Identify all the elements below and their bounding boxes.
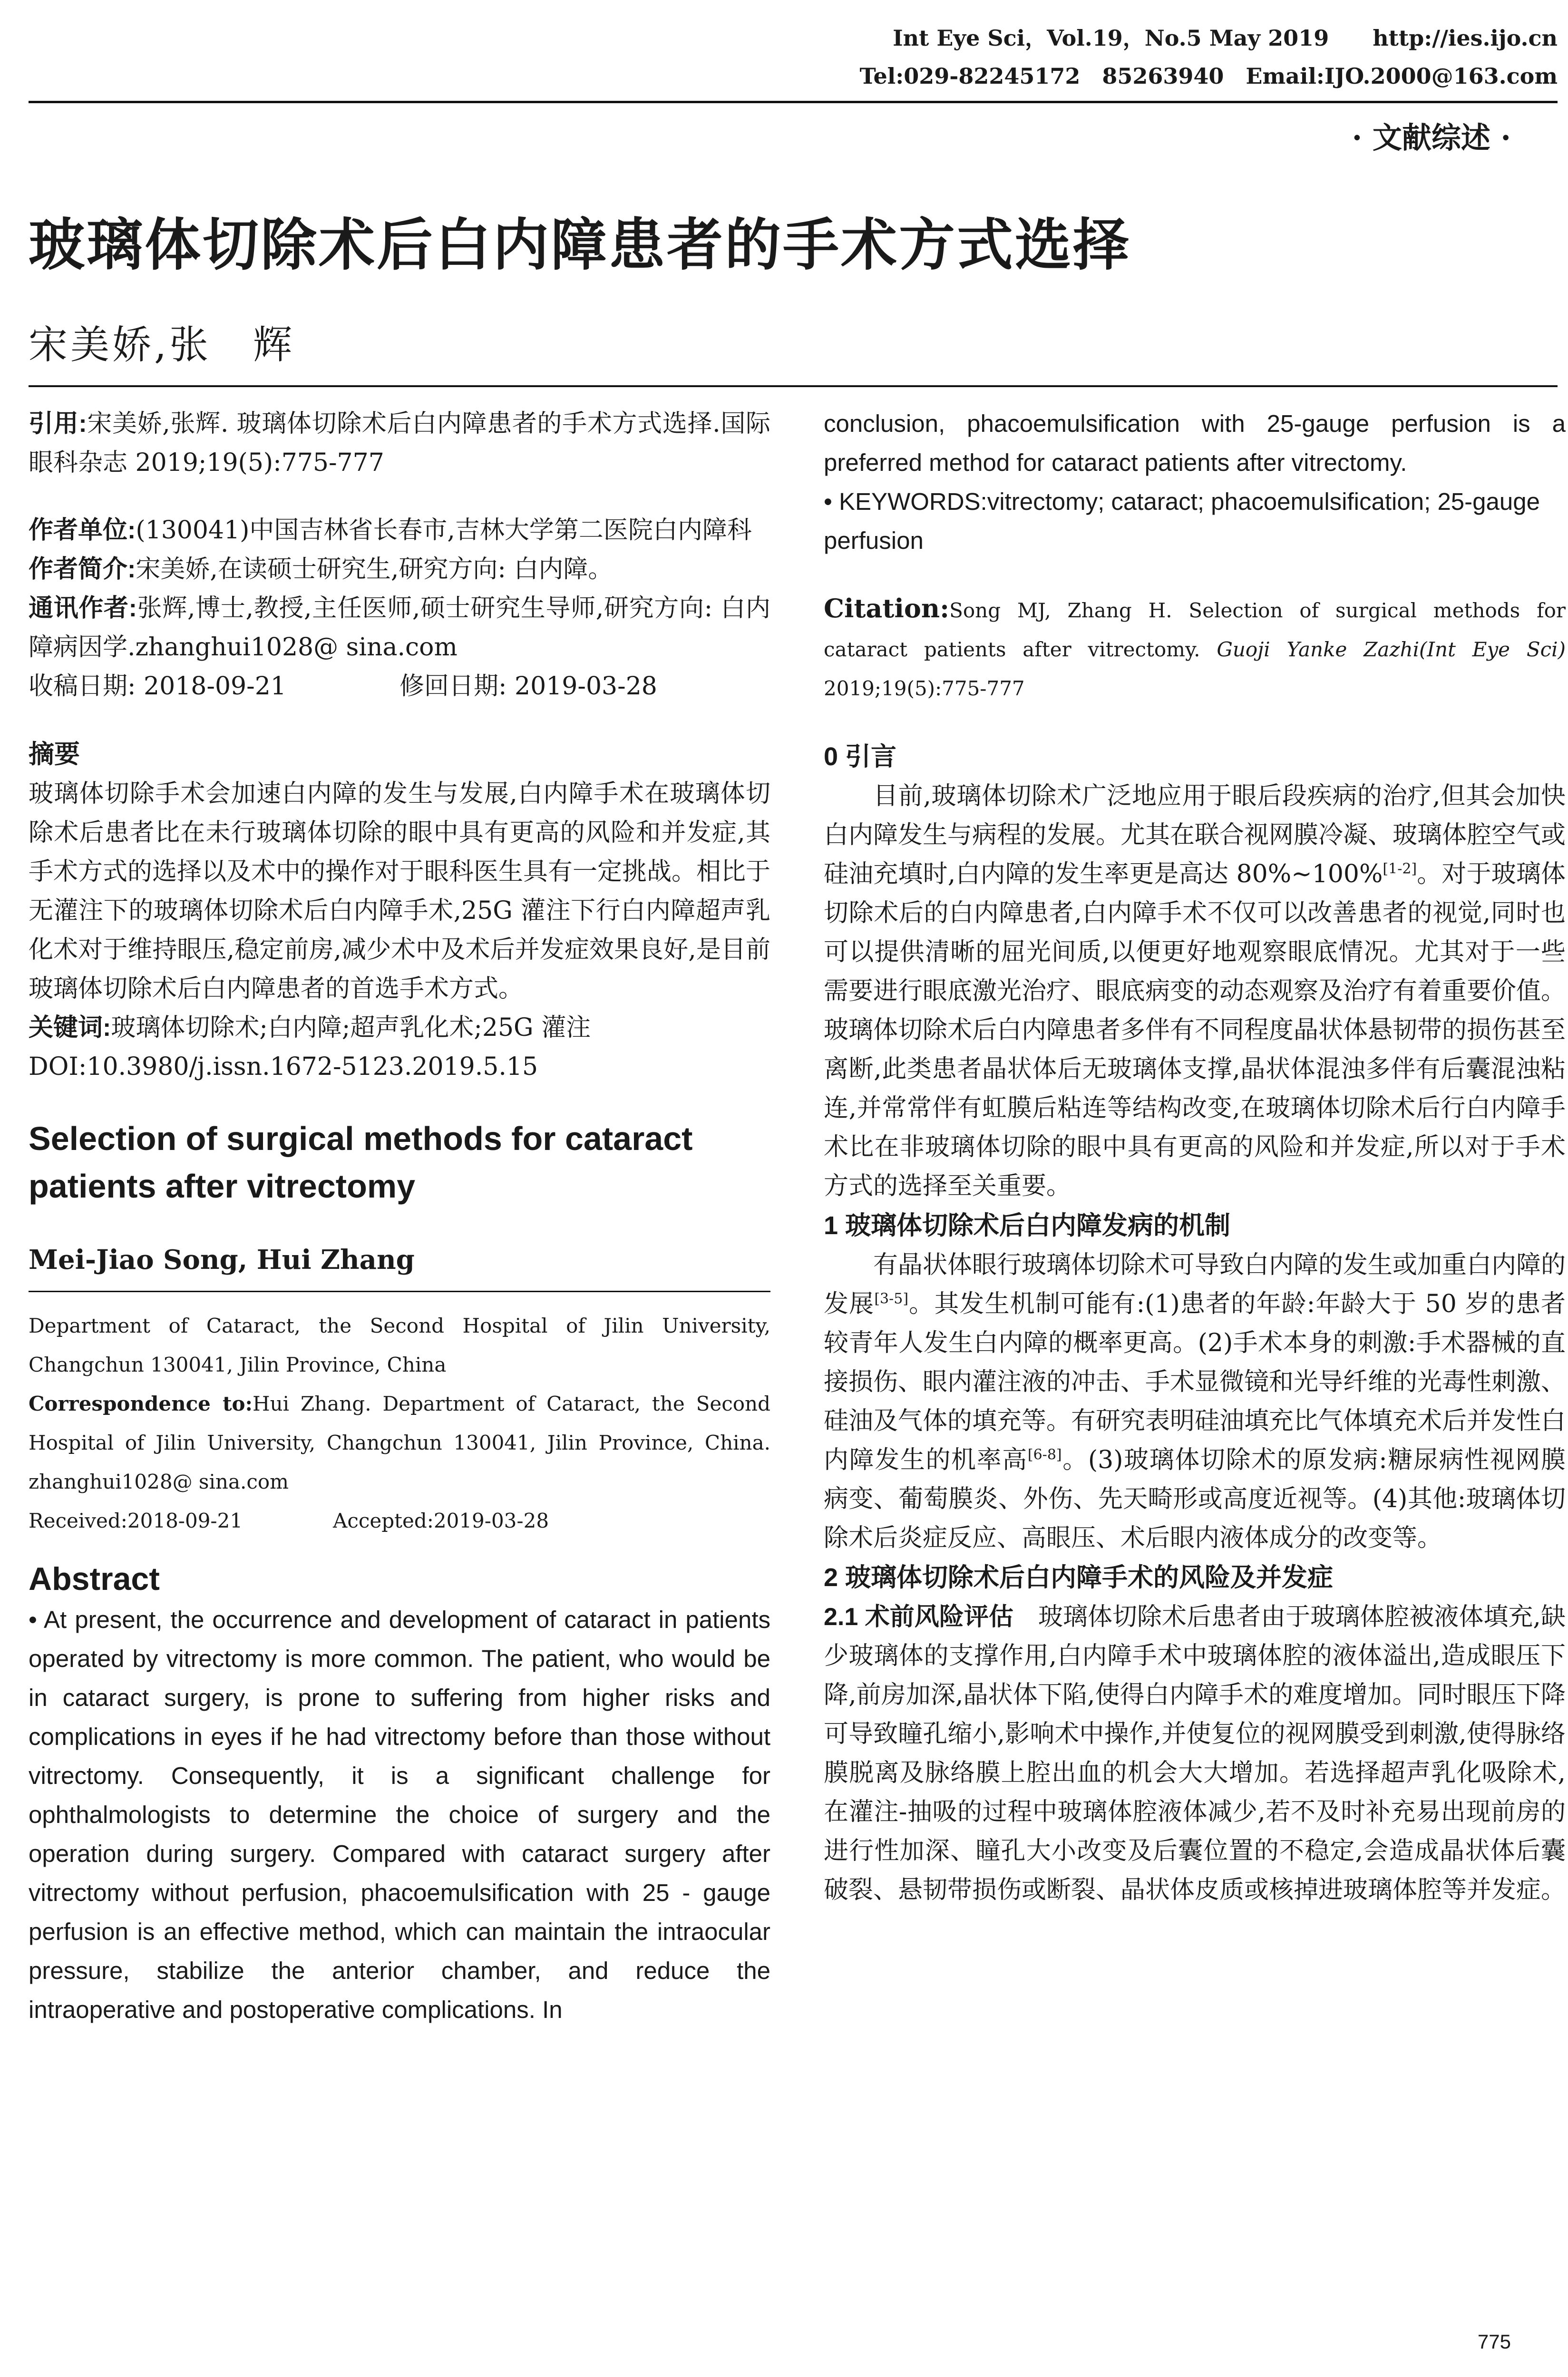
dates-zh: 收稿日期: 2018-09-21 修回日期: 2019-03-28 bbox=[29, 672, 657, 701]
section-0-heading: 0 引言 bbox=[824, 742, 897, 771]
abstract-en-part2: conclusion, phacoemulsification with 25-gauge perfusion is a preferred method for cataract patients after vitrectomy. bbox=[824, 410, 1566, 476]
keywords-zh: 关键词:玻璃体切除术;白内障;超声乳化术;25G 灌注 bbox=[29, 1013, 591, 1042]
section-0-text: 目前,玻璃体切除术广泛地应用于眼后段疾病的治疗,但其会加快白内障发生与病程的发展。尤其在联合视网膜冷凝、玻璃体腔空气或硅油充填时,白内障的发生率更是高达 80%~100%[1-2]。对于玻璃体切除术后的白内障患者,白内障手术不仅可以改善患者的视觉,同时也可以提供清晰的屈光间质,以便更好地观察眼底情况。尤其对于一些需要进行眼底激光治疗、眼底病变的动态观察及治疗有着重要价值。玻璃体切除术后白内障患者多伴有不同程度晶状体悬韧带的损伤甚至离断,此类患者晶状体后无玻璃体支撑,晶状体混浊多伴有后囊混浊粘连,并常常伴有虹膜后粘连等结构改变,在玻璃体切除术后行白内障手术比在非玻璃体切除的眼中具有更高的风险和并发症,所以对于手术方式的选择至关重要。 bbox=[824, 782, 1566, 1200]
citation-zh: 引用:宋美娇,张辉. 玻璃体切除术后白内障患者的手术方式选择.国际眼科杂志 2019;19(5):775-777 bbox=[29, 409, 770, 477]
section-2-1-heading: 2.1 术前风险评估 bbox=[824, 1603, 1013, 1631]
journal-header-line1: Int Eye Sci，Vol.19，No.5 May 2019 http://ies.ijo.cn bbox=[893, 25, 1558, 51]
right-column bbox=[824, 404, 1566, 1909]
page-number: 775 bbox=[1477, 2330, 1511, 2353]
department-en: Department of Cataract, the Second Hospital of Jilin University, Changchun 130041, Jilin Province, China bbox=[29, 1314, 770, 1376]
abstract-zh: 玻璃体切除手术会加速白内障的发生与发展,白内障手术在玻璃体切除术后患者比在未行玻璃体切除的眼中具有更高的风险和并发症,其手术方式的选择以及术中的操作对于眼科医生具有一定挑战。相比于无灌注下的玻璃体切除术后白内障手术,25G 灌注下行白内障超声乳化术对于维持眼压,稳定前房,减少术中及术后并发症效果良好,是目前玻璃体切除术后白内障患者的首选手术方式。 bbox=[29, 779, 771, 1003]
abstract-zh-heading: 摘要 bbox=[29, 740, 80, 769]
keywords-en: • KEYWORDS:vitrectomy; cataract; phacoemulsification; 25-gauge perfusion bbox=[824, 488, 1540, 554]
journal-header bbox=[842, 19, 1558, 95]
authors-rule bbox=[29, 1291, 770, 1292]
article-title-zh: 玻璃体切除术后白内障患者的手术方式选择 bbox=[29, 214, 1131, 277]
affiliation-zh: 作者单位:(130041)中国吉林省长春市,吉林大学第二医院白内障科 bbox=[29, 516, 752, 545]
journal-header-line2: Tel:029-82245172 85263940 Email:IJO.2000@163.com bbox=[859, 63, 1558, 89]
title-rule bbox=[29, 385, 1558, 387]
abstract-en-heading: Abstract bbox=[29, 1561, 160, 1597]
section-1-heading: 1 玻璃体切除术后白内障发病的机制 bbox=[824, 1211, 1231, 1240]
section-2-1-text: 2.1 术前风险评估 玻璃体切除术后患者由于玻璃体腔被液体填充,缺少玻璃体的支撑作用,白内障手术中玻璃体腔的液体溢出,造成眼压下降,前房加深,晶状体下陷,使得白内障手术的难度增加。同时眼压下降可导致瞳孔缩小,影响术中操作,并使复位的视网膜受到刺激,使得脉络膜脱离及脉络膜上腔出血的机会大大增加。若选择超声乳化吸除术,在灌注-抽吸的过程中玻璃体腔液体减少,若不及时补充易出现前房的进行性加深、瞳孔大小改变及后囊位置的不稳定,会造成晶状体后囊破裂、悬韧带损伤或断裂、晶状体皮质或核掉进玻璃体腔等并发症。 bbox=[824, 1603, 1566, 1904]
article-title-en: Selection of surgical methods for cataract patients after vitrectomy bbox=[29, 1120, 693, 1205]
correspondence-en: Correspondence to:Hui Zhang. Department of Cataract, the Second Hospital of Jilin University, Changchun 130041, Jilin Province, China. zhanghui1028@ sina.com bbox=[29, 1392, 770, 1493]
dates-en: Received:2018-09-21 Accepted:2019-03-28 bbox=[29, 1509, 549, 1532]
authors-zh: 宋美娇,张 辉 bbox=[29, 322, 295, 368]
section-2-heading: 2 玻璃体切除术后白内障手术的风险及并发症 bbox=[824, 1563, 1334, 1592]
left-column bbox=[29, 404, 770, 2029]
authors-en: Mei-Jiao Song, Hui Zhang bbox=[29, 1244, 415, 1276]
section-label: · 文献综述 · bbox=[1352, 120, 1511, 155]
section-1-text: 有晶状体眼行玻璃体切除术可导致白内障的发生或加重白内障的发展[3-5]。其发生机制可能有:(1)患者的年龄:年龄大于 50 岁的患者较青年人发生白内障的概率更高。(2)手术本身的刺激:手术器械的直接损伤、眼内灌注液的冲击、手术显微镜和光导纤维的光毒性刺激、硅油及气体的填充等。有研究表明硅油填充比气体填充术后并发性白内障发生的机率高[6-8]。(3)玻璃体切除术的原发病:糖尿病性视网膜病变、葡萄膜炎、外伤、先天畸形或高度近视等。(4)其他:玻璃体切除术后炎症反应、高眼压、术后眼内液体成分的改变等。 bbox=[824, 1251, 1566, 1552]
author-bio-zh: 作者简介:宋美娇,在读硕士研究生,研究方向: 白内障。 bbox=[29, 555, 613, 584]
doi: DOI:10.3980/j.issn.1672-5123.2019.5.15 bbox=[29, 1052, 538, 1081]
header-rule bbox=[29, 101, 1558, 103]
abstract-en-part1: • At present, the occurrence and development of cataract in patients operated by vitrectomy is more common. The patient, who would be in cataract surgery, is prone to suffering from higher risks and complications in eyes if he had vitrectomy before than those without vitrectomy. Consequently, it is a significant challenge for ophthalmologists to determine the choice of surgery and the operation during surgery. Compared with cataract surgery after vitrectomy without perfusion, phacoemulsification with 25 - gauge perfusion is an effective method, which can maintain the intraocular pressure, stabilize the anterior chamber, and reduce the intraoperative and postoperative complications. In bbox=[29, 1606, 770, 2023]
citation-en: Citation:Song MJ, Zhang H. Selection of surgical methods for cataract patients after vitrectomy. Guoji Yanke Zazhi(Int Eye Sci) 2019;19(5):775-777 bbox=[824, 593, 1566, 700]
correspondence-zh: 通讯作者:张辉,博士,教授,主任医师,硕士研究生导师,研究方向: 白内障病因学.zhanghui1028@ sina.com bbox=[29, 594, 770, 662]
